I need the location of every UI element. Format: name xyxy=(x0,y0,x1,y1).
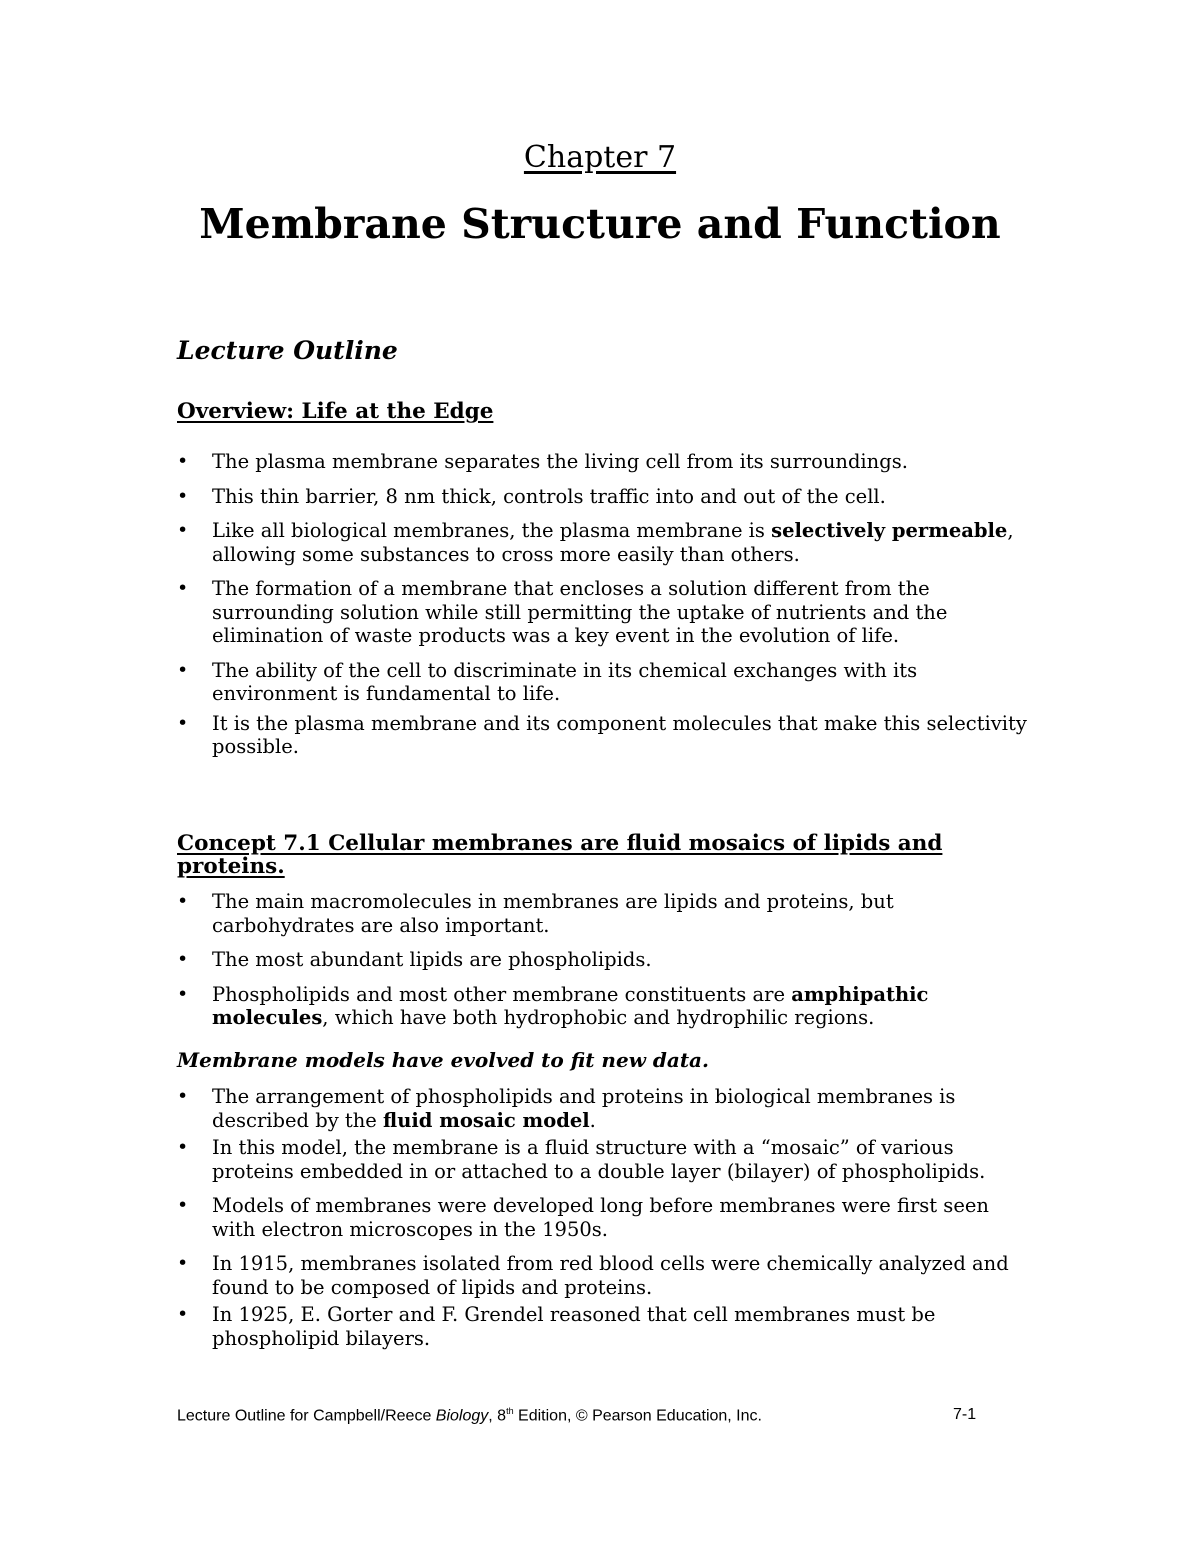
bullet-icon: • xyxy=(177,519,189,541)
overview-bullet xyxy=(177,712,1027,759)
bullet-icon: • xyxy=(177,450,189,472)
bullet-text: The formation of a membrane that encloses a solution different from the surrounding solution while still permitting the uptake of nutrients and the elimination of waste products was a key event in the evolution of life. xyxy=(212,577,948,647)
overview-bullet-list xyxy=(177,450,1027,759)
bullet-text: In 1925, E. Gorter and F. Grendel reasoned that cell membranes must be phospholipid bilayers. xyxy=(212,1303,936,1350)
page-number: 7-1 xyxy=(953,1406,977,1423)
models-bullet xyxy=(177,1136,1027,1183)
key-term: selectively permeable xyxy=(771,519,1008,542)
concept-bullet xyxy=(177,948,1027,972)
footer-text: , 8 xyxy=(488,1407,507,1425)
concept-bullet xyxy=(177,890,1027,937)
concept-bullet xyxy=(177,983,1027,1030)
bullet-icon: • xyxy=(177,577,189,599)
bullet-text: The plasma membrane separates the living cell from its surroundings. xyxy=(212,450,908,473)
concept-bullet-list xyxy=(177,890,1027,1030)
bullet-icon: • xyxy=(177,948,189,970)
bullet-text: Like all biological membranes, the plasma membrane is xyxy=(212,519,772,542)
bullet-text: The main macromolecules in membranes are lipids and proteins, but carbohydrates are also important. xyxy=(212,890,894,937)
bullet-text: Models of membranes were developed long before membranes were first seen with electron microscopes in the 1950s. xyxy=(212,1194,989,1241)
bullet-icon: • xyxy=(177,484,189,507)
overview-bullet xyxy=(177,450,1027,474)
footer-superscript: th xyxy=(506,1406,514,1416)
bullet-icon: • xyxy=(177,658,189,681)
bullet-icon: • xyxy=(177,1194,189,1216)
bullet-text: , allowing some substances to cross more easily than others. xyxy=(212,519,1014,566)
bullet-text: . xyxy=(589,1108,596,1132)
overview-bullet xyxy=(177,659,1027,706)
models-bullet xyxy=(177,1252,1027,1299)
chapter-title: Membrane Structure and Function xyxy=(199,200,1001,248)
bullet-text: In 1915, membranes isolated from red blood cells were chemically analyzed and found to be composed of lipids and proteins. xyxy=(212,1252,1009,1299)
bullet-text: Phospholipids and most other membrane constituents are xyxy=(212,982,792,1006)
bullet-icon: • xyxy=(177,1136,189,1158)
models-bullet-list xyxy=(177,1085,1027,1350)
bullet-text: The arrangement of phospholipids and proteins in biological membranes is described by the xyxy=(212,1085,956,1132)
bullet-text: , which have both hydrophobic and hydrophilic regions. xyxy=(322,1006,875,1029)
bullet-icon: • xyxy=(177,982,189,1005)
key-term: fluid mosaic model xyxy=(383,1108,590,1132)
overview-bullet xyxy=(177,519,1027,566)
footer-text: Lecture Outline for Campbell/Reece xyxy=(177,1407,436,1425)
concept-heading: Concept 7.1 Cellular membranes are fluid mosaics of lipids and proteins. xyxy=(177,831,943,879)
models-subheading: Membrane models have evolved to fit new data. xyxy=(177,1048,709,1072)
bullet-icon: • xyxy=(177,1303,189,1325)
bullet-icon: • xyxy=(177,890,189,912)
bullet-text: The most abundant lipids are phospholipids. xyxy=(212,948,652,971)
overview-heading: Overview: Life at the Edge xyxy=(177,399,494,424)
footer-text: Edition, © Pearson Education, Inc. xyxy=(513,1407,762,1425)
bullet-text: In this model, the membrane is a fluid structure with a “mosaic” of various proteins embedded in or attached to a double layer (bilayer) of phospholipids. xyxy=(212,1136,986,1183)
key-term: amphipathic molecules xyxy=(212,982,929,1029)
chapter-number: Chapter 7 xyxy=(523,140,677,175)
bullet-icon: • xyxy=(177,1085,189,1107)
lecture-outline-heading: Lecture Outline xyxy=(177,336,398,365)
bullet-text: This thin barrier, 8 nm thick, controls traffic into and out of the cell. xyxy=(212,484,886,508)
footer-book-title: Biology xyxy=(435,1407,489,1425)
bullet-text: It is the plasma membrane and its component molecules that make this selectivity possible. xyxy=(212,711,1027,758)
bullet-text: The ability of the cell to discriminate in its chemical exchanges with its environment is fundamental to life. xyxy=(212,658,918,705)
models-bullet xyxy=(177,1303,1027,1350)
overview-bullet xyxy=(177,577,1027,648)
models-bullet xyxy=(177,1085,1027,1132)
bullet-icon: • xyxy=(177,1252,189,1274)
overview-bullet xyxy=(177,485,1027,509)
bullet-icon: • xyxy=(177,711,189,734)
page-footer xyxy=(177,1406,977,1425)
models-bullet xyxy=(177,1194,1027,1241)
